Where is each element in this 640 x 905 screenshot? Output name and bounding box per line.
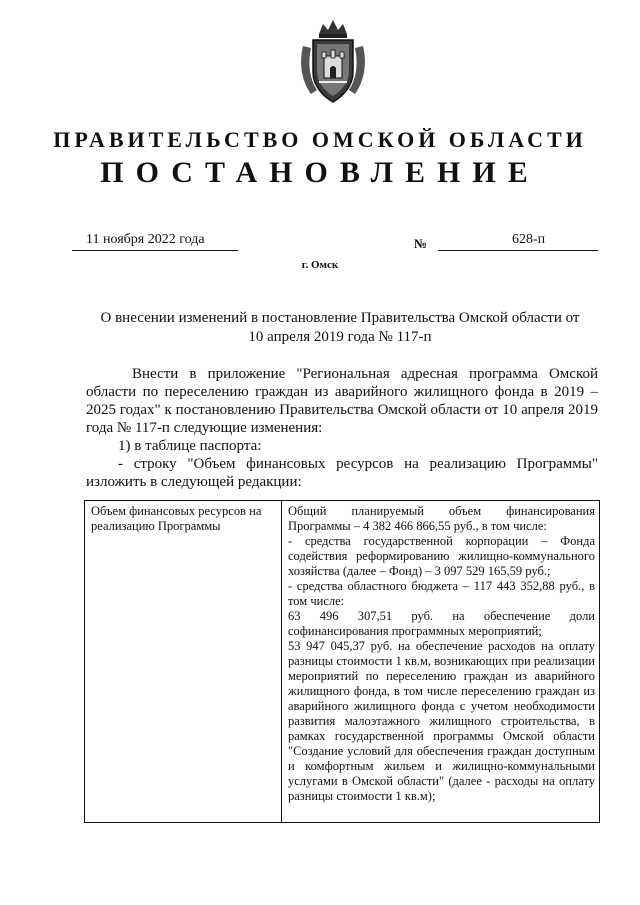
table-paragraph: - средства областного бюджета – 117 443 352,88 руб., в том числе: (288, 579, 595, 608)
table-cell-label: Объем финансовых ресурсов на реализацию Программы (85, 501, 282, 823)
passport-table (84, 500, 600, 823)
table-paragraph: - средства государственной корпорации – Фонда содействия реформированию жилищно-коммунального хозяйства (далее – Фонд) – 3 097 529 165,59 руб.; (288, 534, 595, 578)
table-cell-content (282, 501, 600, 823)
city-label: г. Омск (301, 259, 339, 271)
item-1: 1) в таблице паспорта: (118, 438, 262, 454)
number-sign: № (414, 236, 428, 251)
table-paragraph: Общий планируемый объем финансирования Программы – 4 382 466 866,55 руб., в том числе: (288, 504, 595, 533)
table-paragraph: 63 496 307,51 руб. на обеспечение доли софинансирования программных мероприятий; (288, 609, 595, 638)
table-row (85, 501, 600, 823)
document-body (86, 365, 598, 491)
document-subject: О внесении изменений в постановление Правительства Омской области от 10 апреля 2019 года № 117-п (100, 310, 580, 345)
table-paragraph: 53 947 045,37 руб. на обеспечение расходов на оплату разницы стоимости 1 кв.м, возникающих при реализации мероприятий по переселению граждан из аварийного жилищного фонда, в том числе переселению граждан из аварийного жилищного фонда с учетом необходимости развития малоэтажного жилищного строительства, в рамках государственной программы Омской области "Создание условий для обеспечения граждан доступным и комфортным жильем и жилищно-коммунальными услугами в Омской области" (далее - расходы на оплату разницы стоимости 1 кв.м); (288, 639, 595, 803)
government-title: ПРАВИТЕЛЬСТВО ОМСКОЙ ОБЛАСТИ (53, 127, 587, 152)
intro-paragraph: Внести в приложение "Региональная адресная программа Омской области по переселению граждан из аварийного жилищного фонда в 2019 – 2025 годах" к постановлению Правительства Омской области от 10 апреля 2019 года № 117-п следующие изменения: (86, 366, 598, 436)
item-1-subitem: - строку "Объем финансовых ресурсов на реализацию Программы" изложить в следующей редакции: (86, 456, 598, 490)
document-date: 11 ноября 2022 года (72, 232, 238, 251)
document-number: 628-п (438, 232, 598, 251)
coat-of-arms-icon (297, 16, 369, 106)
document-type-title: ПОСТАНОВЛЕНИЕ (100, 156, 540, 189)
